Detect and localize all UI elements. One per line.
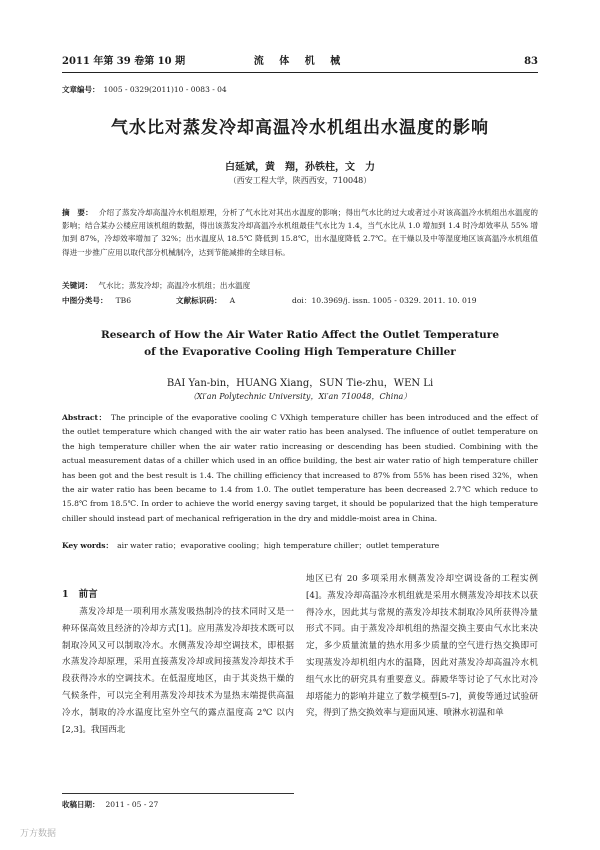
keywords-chinese-text: 气水比；蒸发冷却；高温冷水机组；出水温度 [98, 281, 251, 290]
classification-line [62, 295, 538, 307]
abstract-english-label: Abstract： [62, 413, 107, 422]
received-value: 2011 - 05 - 27 [105, 800, 159, 809]
issue-info: 2011 年第 39 卷第 10 期 [62, 56, 186, 67]
running-header [62, 54, 538, 70]
doc-label: 文献标识码： [176, 296, 222, 305]
abstract-chinese [62, 206, 538, 259]
doc-code [176, 295, 235, 306]
section-title: 前言 [78, 589, 98, 600]
clc-value: TB6 [115, 296, 132, 305]
abstract-chinese-label: 摘 要： [62, 208, 93, 217]
article-number-label: 文章编号： [62, 85, 100, 94]
body-paragraph: 蒸发冷却是一项利用水蒸发吸热制冷的技术同时又是一种环保高效且经济的冷却方式[1]。应用蒸发冷却技术既可以制取冷风又可以制取冷水。水侧蒸发冷却空调技术，即根据水蒸发冷却原理，采用直接蒸发冷却或间接蒸发冷却技术手段获得冷水的空调技术。在低湿度地区，由于其炎热干燥的气候条件，可以完全利用蒸发冷却技术为显热末端提供高温冷水，制取的冷水温度比室外空气的露点温度高 2℃ 以内[2,3]。我国西北 [62, 607, 294, 735]
keywords-chinese [62, 280, 538, 291]
affiliation-english: （Xi′an Polytechnic University，Xi′an 710048，China） [188, 392, 412, 401]
title-english [62, 327, 538, 361]
title-english-line2: of the Evaporative Cooling High Temperature Chiller [144, 346, 456, 358]
section-number: 1 [62, 589, 69, 600]
doc-value: A [229, 296, 236, 305]
authors-chinese: 白延斌，黄 翔，孙铁柱，文 力 [225, 162, 375, 173]
keywords-chinese-label: 关键词： [62, 281, 93, 290]
received-date [62, 799, 158, 810]
abstract-english-text: The principle of the evaporative cooling C VXhigh temperature chiller has been introduced and the effect of the outlet temperature which changed with the air water ratio has been analysed. The influence of outlet temperature on the high temperature chiller when the air water ratio increasing or descending has been studied. Combining with the actual measurement datas of a chiller which used in an office building, the best air water ratio of high temperature chiller has been got and the best result is 1.4. The chilling efficiency that increased to 87% from 55% has been rised 32%，when the air water ratio has been became to 1.4 from 1.0. The outlet temperature has been decreased 2.7℃ which reduce to 15.8℃ from 18.5℃. In order to achieve the world energy saving target, it should be popularized that the high temperature chiller should instead part of mechanical refrigeration in the dry and middle-moist area in China. [62, 413, 538, 523]
keywords-english [62, 540, 538, 551]
authors-english: BAI Yan-bin，HUANG Xiang，SUN Tie-zhu，WEN Li [166, 378, 434, 389]
title-english-line1: Research of How the Air Water Ratio Affect the Outlet Temperature [100, 329, 500, 341]
keywords-english-label: Key words： [62, 541, 114, 550]
article-number [62, 84, 227, 95]
header-rule [62, 72, 538, 73]
body-column-left [62, 604, 294, 738]
section-heading [62, 586, 98, 600]
footnote-rule [62, 793, 294, 794]
body-column-right [306, 571, 538, 722]
affiliation-chinese: （西安工程大学，陕西西安，710048） [228, 176, 372, 185]
body-paragraph-continued: 地区已有 20 多项采用水侧蒸发冷却空调设备的工程实例[4]。蒸发冷却高温冷水机组就是采用水侧蒸发冷却技术以获得冷水，因此其与常规的蒸发冷却技术制取冷风所获得冷量形式不同。由于蒸发冷却机组的热湿交换主要由气水比来决定，多少质量流量的热水用多少质量的空气进行热交换即可实现蒸发冷却机组内水的温降，因此对蒸发冷却高温冷水机组气水比的研究具有重要意义。薛殿华等讨论了气水比对冷却塔能力的影响并建立了数学模型[5-7]，黄俊等通过试验研究，得到了热交换效率与迎面风速、喷淋水初温和单 [306, 574, 538, 719]
clc-code [62, 295, 131, 306]
doi: doi：10.3969/j. issn. 1005 - 0329. 2011. 10. 019 [292, 296, 477, 305]
article-number-value: 1005 - 0329(2011)10 - 0083 - 04 [103, 85, 227, 94]
abstract-chinese-text: 介绍了蒸发冷却高温冷水机组原理，分析了气水比对其出水温度的影响；得出气水比的过大或者过小对该高温冷水机组出水温度的影响；结合某办公楼应用该机组的数据，得出该蒸发冷却高温冷水机组最佳气水比为 1.4，当气水比从 1.0 增加到 1.4 时冷却效率从 55% 增加到 87%，冷却效率增加了 32%；出水温度从 18.5℃ 降低到 15.8℃，出水温度降低 2.7℃。在干燥以及中等湿度地区该高温冷水机组值得进一步推广应用以取代部分机械制冷，达到节能减排的全球目标。 [62, 208, 538, 257]
watermark: 万方数据 [20, 829, 57, 839]
page-number: 83 [524, 56, 538, 67]
clc-label: 中图分类号： [62, 296, 108, 305]
abstract-english [62, 411, 538, 526]
keywords-english-text: air water ratio；evaporative cooling；high temperature chiller；outlet temperature [117, 541, 440, 550]
received-label: 收稿日期： [62, 800, 100, 809]
journal-name: 流 体 机 械 [253, 56, 347, 67]
title-chinese: 气水比对蒸发冷却高温冷水机组出水温度的影响 [111, 118, 489, 138]
